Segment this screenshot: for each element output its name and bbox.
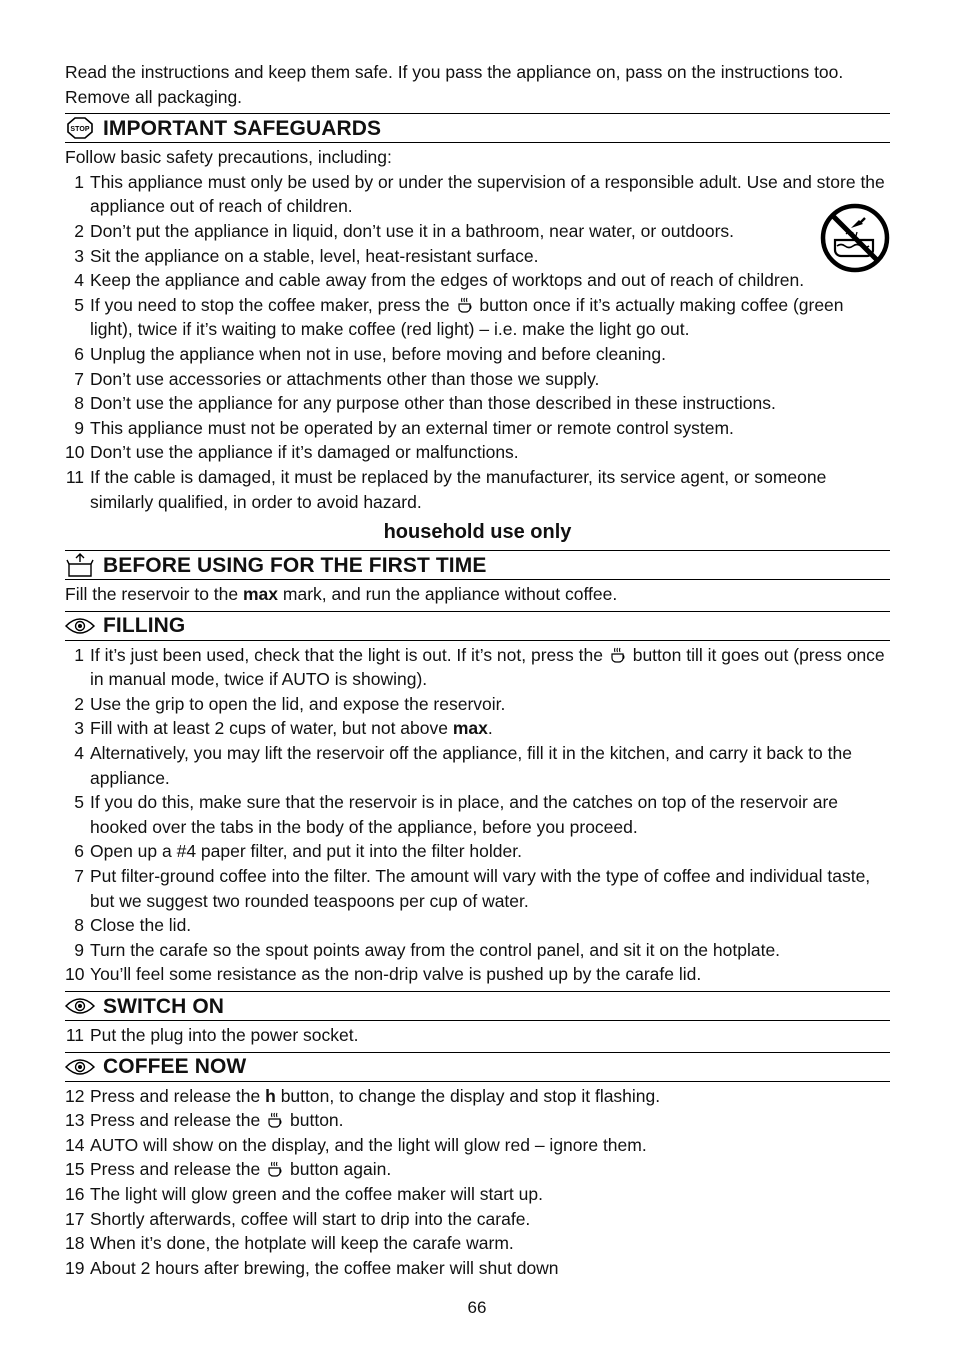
section-title: BEFORE USING FOR THE FIRST TIME — [103, 553, 487, 577]
list-item: 4 Keep the appliance and cable away from the edges of worktops and out of reach of children. — [74, 270, 805, 291]
section-title: IMPORTANT SAFEGUARDS — [103, 116, 382, 140]
manual-page — [65, 60, 890, 1280]
brew-button-icon — [265, 1111, 285, 1129]
list-item: 5 If you need to stop the coffee maker, press the button once if it’s actually making coffee (green light), twice if it’s waiting to make coffee (red light) – i.e. make the light go out. — [74, 294, 844, 340]
list-item: 13 Press and release the button. — [65, 1110, 344, 1131]
eye-icon — [65, 995, 95, 1017]
list-item: 9 This appliance must not be operated by an external timer or remote control system. — [74, 417, 734, 438]
section-heading-safeguards — [65, 113, 890, 143]
list-item: 5 If you do this, make sure that the reservoir is in place, and the catches on top of the reservoir are hooked over the tabs in the body of the appliance, before you proceed. — [74, 792, 839, 837]
list-item: 3 Sit the appliance on a stable, level, heat-resistant surface. — [74, 245, 539, 266]
list-item: 11 Put the plug into the power socket. — [65, 1025, 359, 1045]
list-item: 3 Fill with at least 2 cups of water, but not above max. — [74, 718, 493, 739]
page-number: 66 — [467, 1298, 487, 1317]
first-time-paragraph: Fill the reservoir to the max mark, and run the appliance without coffee. — [65, 584, 618, 605]
list-item: 2 Don’t put the appliance in liquid, don’t use it in a bathroom, near water, or outdoors. — [74, 220, 735, 241]
list-item: 12 Press and release the h button, to change the display and stop it flashing. — [65, 1085, 661, 1106]
eye-icon — [65, 615, 95, 637]
brew-button-icon — [455, 296, 475, 314]
list-item: 2 Use the grip to open the lid, and expose the reservoir. — [74, 693, 506, 714]
list-item: 11 If the cable is damaged, it must be replaced by the manufacturer, its service agent, or someone similarly qualified, in order to avoid hazard. — [65, 466, 827, 512]
list-item: 19 About 2 hours after brewing, the coffee maker will shut down — [65, 1257, 559, 1278]
no-water-prohibition-icon — [819, 202, 891, 274]
list-item: 10 Don’t use the appliance if it’s damaged or malfunctions. — [65, 442, 519, 463]
section-title: FILLING — [103, 614, 186, 638]
list-item: 16 The light will glow green and the coffee maker will start up. — [65, 1183, 543, 1204]
safeguards-lead: Follow basic safety precautions, including: — [65, 147, 392, 168]
eye-icon — [65, 1056, 95, 1078]
coffee-now-list — [65, 1084, 890, 1281]
list-item: 14 AUTO will show on the display, and the light will glow red – ignore them. — [65, 1134, 647, 1155]
list-item: 9 Turn the carafe so the spout points away from the control panel, and sit it on the hotplate. — [74, 939, 781, 960]
svg-text:STOP: STOP — [70, 126, 90, 134]
list-item: 6 Open up a #4 paper filter, and put it into the filter holder. — [74, 841, 522, 862]
list-item: 8 Close the lid. — [74, 915, 192, 936]
list-item: 10 You’ll feel some resistance as the non-drip valve is pushed up by the carafe lid. — [65, 964, 702, 985]
switch-on-list — [65, 1023, 890, 1048]
brew-button-icon — [265, 1160, 285, 1178]
stop-sign-icon — [65, 117, 95, 139]
list-item: 7 Don’t use accessories or attachments other than those we supply. — [74, 368, 600, 389]
section-title: COFFEE NOW — [103, 1055, 247, 1079]
filling-list — [65, 643, 890, 987]
list-item: 4 Alternatively, you may lift the reservoir off the appliance, fill it in the kitchen, and carry it back to the appliance. — [74, 743, 852, 788]
household-use-note: household use only — [383, 521, 572, 544]
safeguards-list — [65, 170, 890, 514]
section-heading-coffee-now — [65, 1052, 890, 1082]
list-item: 18 When it’s done, the hotplate will keep the carafe warm. — [65, 1233, 514, 1254]
section-heading-filling — [65, 611, 890, 641]
intro-paragraph: Read the instructions and keep them safe. If you pass the appliance on, pass on the instructions too. Remove all packaging. — [65, 62, 844, 107]
list-item: 8 Don’t use the appliance for any purpose other than those described in these instructions. — [74, 393, 776, 414]
unpack-box-icon — [65, 554, 95, 576]
list-item: 6 Unplug the appliance when not in use, before moving and before cleaning. — [74, 343, 666, 364]
list-item: 1 This appliance must only be used by or under the supervision of a responsible adult. Use and store the appliance out of reach of children. — [74, 171, 885, 217]
list-item: 7 Put filter-ground coffee into the filter. The amount will vary with the type of coffee and individual taste, but we suggest two rounded teaspoons per cup of water. — [74, 866, 871, 911]
section-heading-first-time — [65, 550, 890, 580]
section-title: SWITCH ON — [103, 994, 225, 1018]
list-item: 1 If it’s just been used, check that the light is out. If it’s not, press the button till it goes out (press once in manual mode, twice if AUTO is showing). — [74, 644, 885, 690]
list-item: 15 Press and release the button again. — [65, 1159, 392, 1180]
section-heading-switch-on — [65, 991, 890, 1021]
brew-button-icon — [608, 646, 628, 664]
list-item: 17 Shortly afterwards, coffee will start to drip into the carafe. — [65, 1208, 531, 1229]
